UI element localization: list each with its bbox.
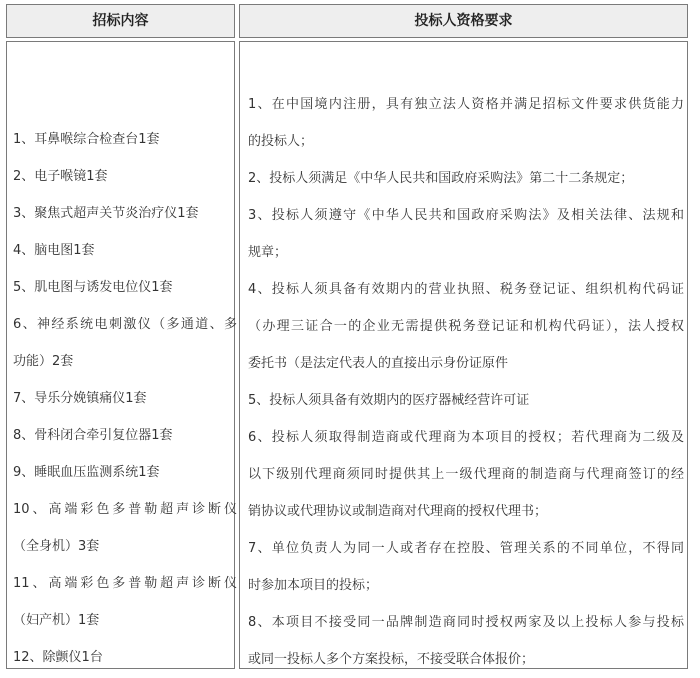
qualification-line: 规章； (248, 245, 288, 260)
qualification-line: 委托书（是法定代表人的直接出示身份证原件 (248, 356, 509, 371)
qualification-cell (239, 41, 688, 669)
qualification-line: 或同一投标人多个方案投标，不接受联合体报价； (248, 652, 535, 667)
bid-item-line: 8、骨科闭合牵引复位器1套 (13, 428, 173, 443)
header-cell-bid-content (6, 4, 235, 38)
header-qualification: 投标人资格要求 (414, 13, 513, 29)
bid-item-line: 5、肌电图与诱发电位仪1套 (13, 280, 173, 295)
qualification-line: 4、投标人须具备有效期内的营业执照、税务登记证、组织机构代码证 (248, 282, 684, 297)
header-cell-qualification (239, 4, 688, 38)
qualification-line: 以下级别代理商须同时提供其上一级代理商的制造商与代理商签订的经 (248, 467, 684, 482)
bid-item-line: （全身机）3套 (13, 539, 100, 554)
bid-item-line: 1、耳鼻喉综合检查台1套 (13, 132, 160, 147)
bid-content-list (13, 121, 237, 676)
qualification-line: （办理三证合一的企业无需提供税务登记证和机构代码证），法人授权 (248, 319, 684, 334)
qualification-line: 6、投标人须取得制造商或代理商为本项目的授权；若代理商为二级及 (248, 430, 684, 445)
bid-item-line: 4、脑电图1套 (13, 243, 95, 258)
bid-item-line: 6、神经系统电刺激仪（多通道、多 (13, 317, 237, 332)
bid-item-line: 9、睡眠血压监测系统1套 (13, 465, 160, 480)
qualification-line: 2、投标人须满足《中华人民共和国政府采购法》第二十二条规定； (248, 171, 634, 186)
bid-item-line: 功能）2套 (13, 354, 74, 369)
bid-item-line: 11、高端彩色多普勒超声诊断仪 (13, 576, 237, 591)
qualification-line: 8、本项目不接受同一品牌制造商同时授权两家及以上投标人参与投标 (248, 615, 684, 630)
header-bid-content: 招标内容 (92, 13, 149, 29)
bid-item-line: 3、聚焦式超声关节炎治疗仪1套 (13, 206, 199, 221)
qualification-line: 时参加本项目的投标； (248, 578, 379, 593)
qualification-line: 销协议或代理协议或制造商对代理商的授权代理书； (248, 504, 548, 519)
qualification-line: 7、单位负责人为同一人或者存在控股、管理关系的不同单位，不得同 (248, 541, 684, 556)
qualification-line: 的投标人； (248, 134, 314, 149)
bid-item-line: 2、电子喉镜1套 (13, 169, 108, 184)
bid-item-line: （妇产机）1套 (13, 613, 100, 628)
bid-item-line: 12、除颤仪1台 (13, 650, 103, 665)
bid-item-line: 7、导乐分娩镇痛仪1套 (13, 391, 147, 406)
qualification-line: 1、在中国境内注册，具有独立法人资格并满足招标文件要求供货能力 (248, 97, 684, 112)
qualification-list (248, 86, 684, 678)
qualification-line: 3、投标人须遵守《中华人民共和国政府采购法》及相关法律、法规和 (248, 208, 684, 223)
bid-content-cell (6, 41, 235, 669)
qualification-line: 5、投标人须具备有效期内的医疗器械经营许可证 (248, 393, 530, 408)
bid-item-line: 10、高端彩色多普勒超声诊断仪 (13, 502, 237, 517)
